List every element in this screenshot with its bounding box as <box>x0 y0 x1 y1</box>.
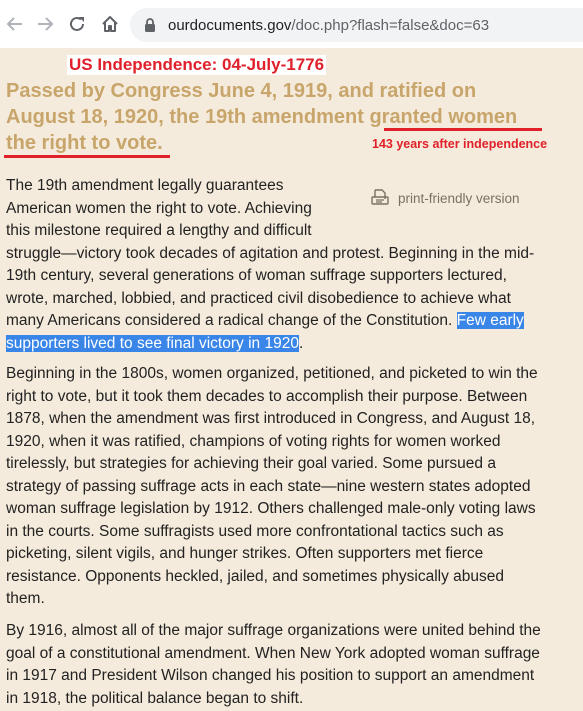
p2-line: 1920, when it was ratified, champions of voting rights for women worked <box>6 432 501 450</box>
forward-arrow-icon[interactable] <box>34 13 56 35</box>
headline-emphasis-1: granted women <box>369 106 518 128</box>
p2-line: Beginning in the 1800s, women organized, petitioned, and picketed to win the <box>6 365 538 382</box>
p2-line: 1878, when the amendment was first introduced in Congress, and August 18, <box>6 410 536 427</box>
p2-line: picketing, silent vigils, and hunger strikes. Often supporters met fierce <box>6 545 484 562</box>
selected-text-a[interactable]: Few early <box>456 312 524 329</box>
p2-line: them. <box>6 590 45 607</box>
underline-granted-women <box>384 128 542 131</box>
p1-line: 19th century, several generations of woman suffrage supporters lectured, <box>6 267 507 284</box>
url-domain: ourdocuments.gov <box>168 16 292 34</box>
p1-line: American women the right to vote. Achieving <box>6 199 312 217</box>
p1-line: wrote, marched, lobbied, and practiced civil disobedience to achieve what <box>6 289 511 307</box>
p2-line: right to vote, but it took them decades to accomplish their purpose. Between <box>6 387 528 405</box>
headline-emphasis-2: the right to vote. <box>6 132 163 154</box>
independence-annotation: US Independence: 04-July-1776 <box>69 55 325 74</box>
paragraph-2 <box>6 363 578 611</box>
p1-line: this milestone required a lengthy and difficult <box>6 222 312 239</box>
home-icon[interactable] <box>99 13 121 35</box>
page-content <box>0 48 583 711</box>
print-link-label: print-friendly version <box>398 190 520 206</box>
browser-toolbar <box>0 0 583 48</box>
back-arrow-icon[interactable] <box>4 13 26 35</box>
underline-right-to-vote <box>4 155 170 158</box>
p1-tail: . <box>298 334 304 352</box>
p2-line: tirelessly, but strategies for achieving their goal varied. Some pursued a <box>6 455 496 472</box>
url-path: /doc.php?flash=false&doc=63 <box>291 16 490 34</box>
p3-line: By 1916, almost all of the major suffrage organizations were united behind the <box>6 622 541 639</box>
p2-line: strategy of passing suffrage acts in each state—nine western states adopted <box>6 477 531 495</box>
p1-line: The 19th amendment legally guarantees <box>6 177 284 194</box>
reload-icon[interactable] <box>66 13 88 35</box>
p1-line-selected <box>6 333 578 356</box>
p2-line: in the courts. Some suffragists used more confrontational tactics such as <box>6 522 504 540</box>
url-text <box>168 17 489 34</box>
p2-line: woman suffrage legislation by 1912. Others challenged male-only voting laws <box>6 500 536 517</box>
p1-line-7: many Americans considered a radical change of the Constitution. <box>6 312 457 329</box>
years-after-annotation: 143 years after independence <box>372 137 548 151</box>
headline-line-2: August 18, 1920, the 19th amendment <box>6 106 370 128</box>
p1-line-last <box>6 310 578 333</box>
p3-line: in 1918, the political balance began to shift. <box>6 689 304 707</box>
paragraph-3 <box>6 620 578 710</box>
p3-line: goal of a constitutional amendment. When New York adopted woman suffrage <box>6 644 540 662</box>
p3-line: in 1917 and President Wilson changed his position to support an amendment <box>6 667 535 684</box>
headline-line-1: Passed by Congress June 4, 1919, and ratified on <box>6 80 477 102</box>
p2-line: resistance. Opponents heckled, jailed, and sometimes physically abused <box>6 567 504 585</box>
lock-icon <box>142 17 158 33</box>
address-bar[interactable] <box>130 8 583 42</box>
p1-line: struggle—victory took decades of agitation and protest. Beginning in the mid- <box>6 244 535 262</box>
paragraph-1 <box>6 175 578 355</box>
selected-text-b[interactable]: supporters lived to see final victory in 1920 <box>6 334 299 352</box>
